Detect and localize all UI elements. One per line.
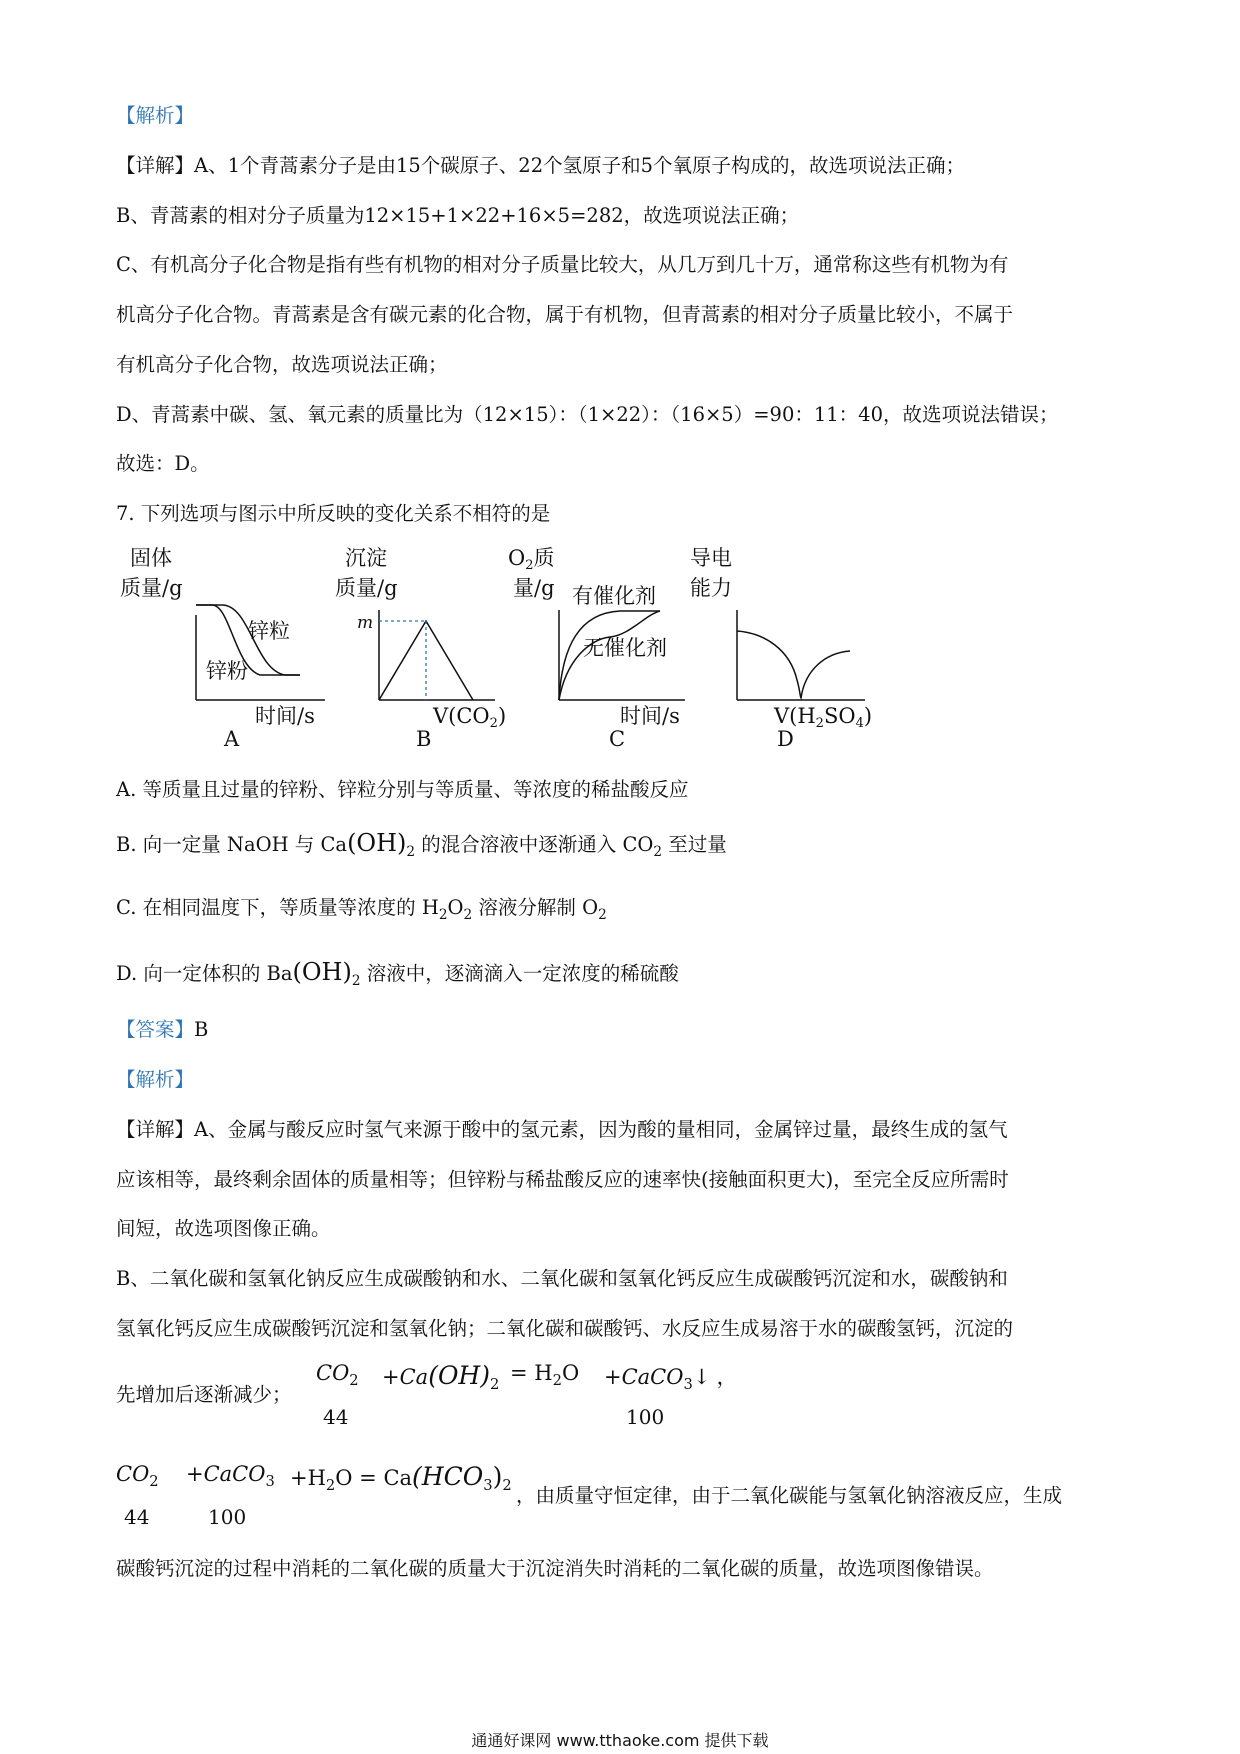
detail-line-b: B、青蒿素的相对分子质量为12×15+1×22+16×5=282，故选项说法正确； — [116, 204, 800, 227]
option-b-text-1: B. 向一定量 NaOH 与 Ca — [116, 833, 348, 856]
fig-d-ylabel-1: 导电 — [690, 546, 732, 570]
option-c-sub-3: 2 — [598, 906, 607, 923]
fig-d-xlabel: V(H2SO4) — [774, 704, 873, 731]
option-a: A. 等质量且过量的锌粉、锌粒分别与等质量、等浓度的稀盐酸反应 — [116, 778, 689, 801]
eq1-h2o: = $H_2O$ — [510, 1361, 580, 1390]
eq2-num-100: 100 — [208, 1505, 247, 1529]
fig-c-ylabel-1: O2质 — [508, 546, 555, 573]
option-c-o: O — [447, 896, 464, 919]
option-c-sub-1: 2 — [438, 906, 448, 923]
analysis-tag: 【解析】 — [116, 104, 195, 127]
detail-text: 【详解】A、1个青蒿素分子是由15个碳原子、22个氢原子和5个氧原子构成的，故选项说法正确； — [116, 154, 966, 177]
figure-d — [690, 546, 872, 751]
detail-answer: 故选：D。 — [116, 452, 210, 475]
option-d-sub: 2 — [351, 972, 361, 989]
fig-a-label-powder: 锌粉 — [206, 659, 248, 683]
detail2-b2: 氢氧化钙反应生成碳酸钙沉淀和氢氧化钠；二氧化碳和碳酸钙、水反应生成易溶于水的碳酸氢钙，沉淀的 — [116, 1317, 1014, 1340]
fig-a-xlabel: 时间/s — [255, 704, 315, 728]
detail-line-c3: 有机高分子化合物，故选项说法正确； — [116, 353, 448, 376]
fig-c-caption: C — [609, 727, 626, 751]
fig-c-ylabel-2: 量/g — [513, 576, 555, 600]
eq2-co2: $CO_2$ — [116, 1462, 159, 1491]
fig-c-xlabel: 时间/s — [620, 704, 680, 728]
fig-c-label-no-catalyst: 无催化剂 — [583, 636, 667, 660]
fig-a-label-granule: 锌粒 — [248, 619, 290, 643]
eq1-caco3: +CaCO$_3$↓ ， — [604, 1365, 738, 1394]
fig-b-ylabel-1: 沉淀 — [345, 546, 387, 570]
fig-d-ylabel-2: 能力 — [690, 576, 732, 600]
option-d-text-1: D. 向一定体积的 Ba — [116, 962, 293, 985]
option-c-text-1: C. 在相同温度下，等质量等浓度的 H — [116, 896, 439, 919]
analysis-tag-2: 【解析】 — [116, 1068, 195, 1091]
eq1-co2: $CO_2$ — [316, 1361, 359, 1390]
option-c — [116, 894, 607, 929]
figure-b — [335, 546, 506, 751]
eq2-num-44: 44 — [124, 1505, 150, 1529]
answer-tag: 【答案】 — [116, 1018, 195, 1041]
detail-line-c2: 机高分子化合物。青蒿素是含有碳元素的化合物，属于有机物，但青蒿素的相对分子质量比较小，不属于 — [116, 303, 1014, 326]
option-b — [116, 829, 727, 866]
figure-a — [120, 546, 325, 751]
figure-c — [508, 546, 685, 751]
fig-a-ylabel-2: 质量/g — [120, 576, 183, 600]
detail2-b5: 碳酸钙沉淀的过程中消耗的二氧化碳的质量大于沉淀消失时消耗的二氧化碳的质量，故选项图像错误。 — [116, 1557, 994, 1580]
fig-d-caption: D — [777, 727, 794, 751]
eq1-num-44: 44 — [323, 1405, 349, 1429]
fig-b-xlabel: V(CO2) — [433, 704, 507, 731]
fig-a-ylabel-1: 固体 — [130, 546, 172, 570]
option-d-text-2: 溶液中，逐滴滴入一定浓度的稀硫酸 — [360, 962, 679, 985]
fig-d-curve — [737, 631, 850, 698]
fig-b-m-label: m — [357, 613, 374, 633]
fig-b-ylabel-2: 质量/g — [335, 576, 398, 600]
option-d-oh: (OH) — [292, 958, 352, 986]
eq1-caoh: $+Ca(OH)_2$ — [382, 1361, 500, 1394]
detail2-a1: 【详解】A、金属与酸反应时氢气来源于酸中的氢元素，因为酸的量相同，金属锌过量，最终生成的氢气 — [116, 1118, 1008, 1141]
eq2-h2o-product: $+H_2O = Ca(HCO_3)_2$ — [290, 1462, 512, 1495]
fig-c-label-catalyst: 有催化剂 — [572, 584, 656, 608]
option-b-text-3: 至过量 — [662, 833, 727, 856]
option-c-text-2: 溶液分解制 O — [472, 896, 599, 919]
option-b-sub2: 2 — [653, 843, 663, 860]
detail2-a3: 间短，故选项图像正确。 — [116, 1217, 331, 1240]
detail-line-a — [116, 152, 965, 180]
option-c-sub-2: 2 — [463, 906, 473, 923]
eq1-num-100: 100 — [626, 1405, 665, 1429]
answer-value: B — [194, 1018, 209, 1041]
answer-line — [116, 1016, 208, 1044]
option-b-sub: 2 — [406, 843, 416, 860]
detail-line-d: D、青蒿素中碳、氢、氧元素的质量比为（12×15）：（1×22）：（16×5）=90：11：40，故选项说法错误； — [116, 403, 1059, 426]
detail2-a2: 应该相等，最终剩余固体的质量相等；但锌粉与稀盐酸反应的速率快(接触面积更大)，至完全反应所需时 — [116, 1168, 1009, 1191]
page-footer: 通通好课网 www.tthaoke.com 提供下载 — [471, 1731, 769, 1750]
option-b-text-2: 的混合溶液中逐渐通入 CO — [415, 833, 654, 856]
eq2-caco3: +CaCO$_3$ — [186, 1462, 275, 1491]
detail2-b3: 先增加后逐渐减少； — [116, 1383, 292, 1406]
option-d — [116, 958, 679, 995]
option-b-oh: (OH) — [347, 829, 407, 857]
question-7-figures — [100, 535, 1000, 765]
detail2-b1: B、二氧化碳和氢氧化钠反应生成碳酸钠和水、二氧化碳和氢氧化钙反应生成碳酸钙沉淀和水，碳酸钠和 — [116, 1267, 1008, 1290]
detail-line-c1: C、有机高分子化合物是指有些有机物的相对分子质量比较大，从几万到几十万，通常称这些有机物为有 — [116, 253, 1009, 276]
question-7-stem: 7. 下列选项与图示中所反映的变化关系不相符的是 — [116, 502, 551, 525]
detail2-b4: ，由质量守恒定律，由于二氧化碳能与氢氧化钠溶液反应，生成 — [516, 1484, 1063, 1507]
fig-b-caption: B — [416, 727, 432, 751]
fig-a-caption: A — [224, 727, 240, 751]
